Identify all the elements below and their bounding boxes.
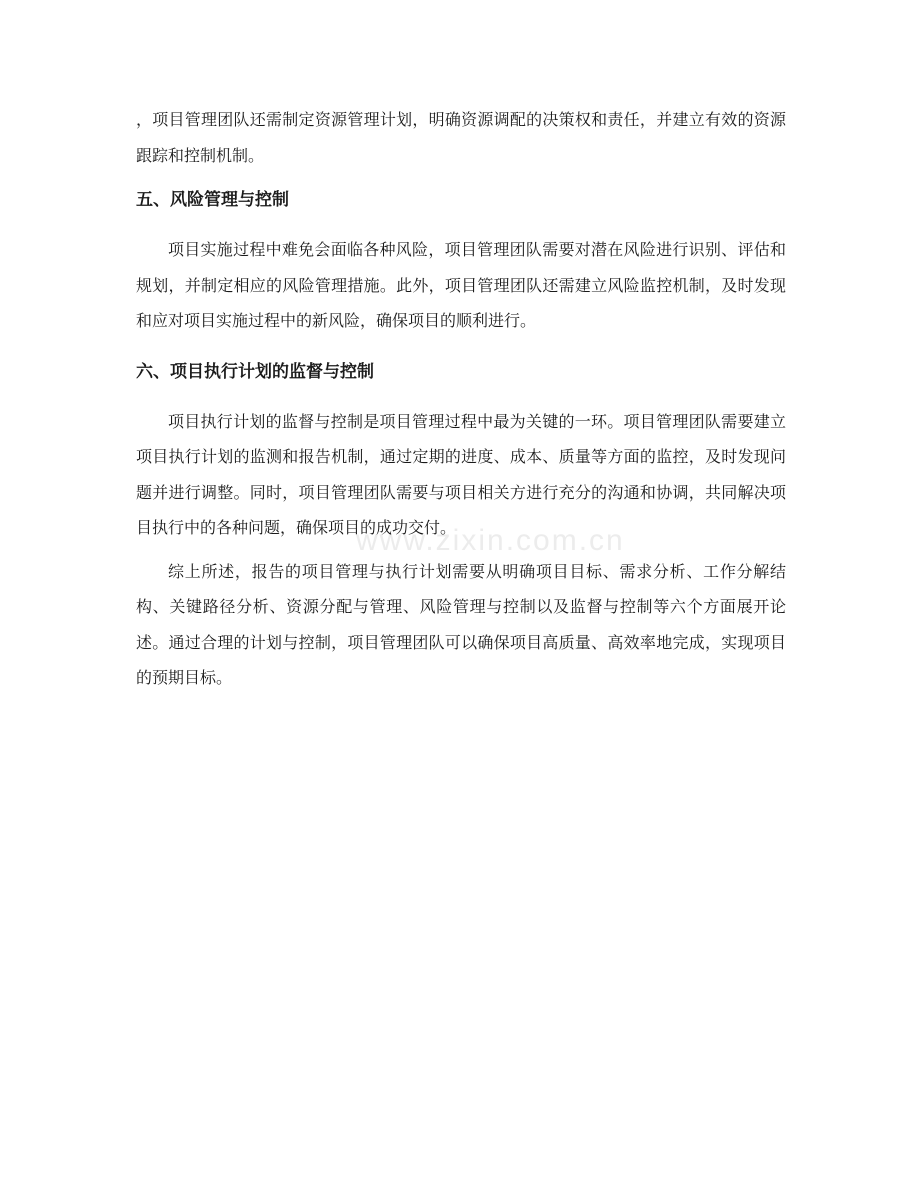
section-heading-risk-management: 五、风险管理与控制 — [136, 190, 289, 210]
document-body — [136, 102, 786, 696]
conclusion-paragraph: 综上所述，报告的项目管理与执行计划需要从明确项目目标、需求分析、工作分解结构、关键路径分析、资源分配与管理、风险管理与控制以及监督与控制等六个方面展开论述。通过合理的计划与控制，项目管理团队可以确保项目高质量、高效率地完成，实现项目的预期目标。 — [136, 561, 786, 687]
section-paragraph-risk-management: 项目实施过程中难免会面临各种风险，项目管理团队需要对潜在风险进行识别、评估和规划，并制定相应的风险管理措施。此外，项目管理团队还需建立风险监控机制，及时发现和应对项目实施过程中的新风险，确保项目的顺利进行。 — [136, 240, 786, 330]
lead-paragraph: ，项目管理团队还需制定资源管理计划，明确资源调配的决策权和责任，并建立有效的资源跟踪和控制机制。 — [136, 110, 786, 165]
section-heading-supervision-control: 六、项目执行计划的监督与控制 — [136, 361, 374, 382]
section-paragraph-supervision-control: 项目执行计划的监督与控制是项目管理过程中最为关键的一环。项目管理团队需要建立项目执行计划的监测和报告机制，通过定期的进度、成本、质量等方面的监控，及时发现问题并进行调整。同时，项目管理团队需要与项目相关方进行充分的沟通和协调，共同解决项目执行中的各种问题，确保项目的成功交付。 — [136, 411, 786, 537]
watermark-text: www.zixin.com.cn — [356, 524, 625, 557]
